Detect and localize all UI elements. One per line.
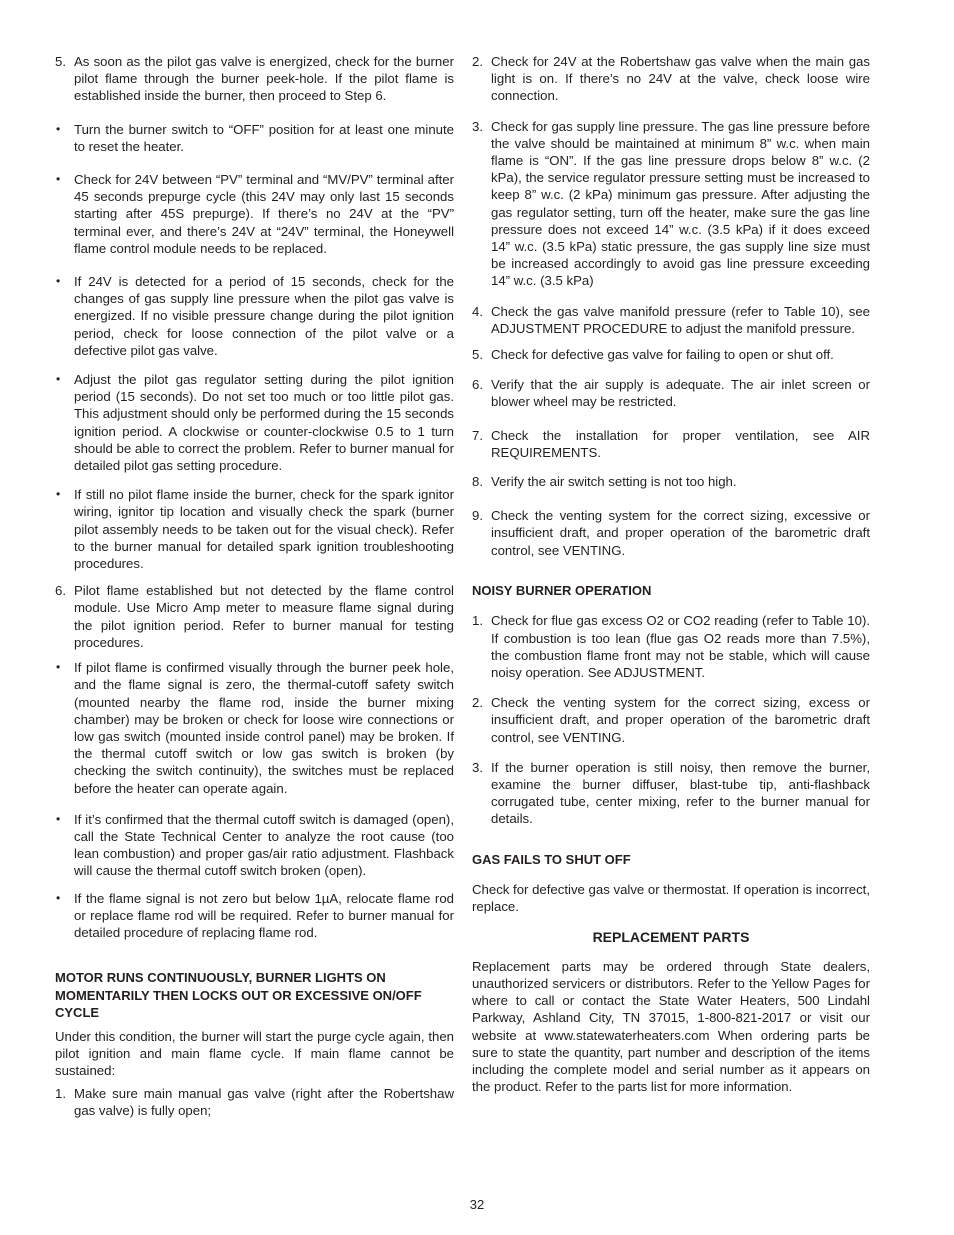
bullet-item	[55, 811, 454, 880]
bullet-icon: •	[56, 811, 61, 826]
bullet-item	[55, 659, 454, 797]
bullet-item	[55, 121, 454, 155]
bullet-text: If the flame signal is not zero but below 1µA, relocate flame rod or replace flame rod will be required. Refer to burner manual for detailed procedure of replacing flame rod.	[74, 890, 454, 940]
bullet-item	[55, 273, 454, 359]
step-text: Check for gas supply line pressure. The gas line pressure before the valve should be maintained at minimum 8” w.c. when main flame is “ON”. If the gas line pressure drops below 8” w.c. (2 kPa), the service regulator pressure setting must be increased to keep 8” w.c. (2 kPa) minimum gas pressure. After adjusting the gas regulator setting, turn off the heater, make sure the gas line pressure does not exceed 14” w.c. (3.5 kPa) if it does exceed 14” w.c. (3.5 kPa) static pressure, the gas supply line size must be increased accordingly to avoid gas line pressure exceeding 14” w.c. (3.5 kPa)	[491, 118, 870, 289]
page-number: 32	[469, 1197, 485, 1212]
step-number: 2.	[472, 54, 483, 69]
step-number: 1.	[55, 1086, 66, 1102]
bullet-icon: •	[56, 660, 61, 675]
step-number: 3.	[472, 118, 483, 134]
bullet-text: If it’s confirmed that the thermal cutoff switch is damaged (open), call the State Technical Center to analyze the root cause (too lean combustion) and proper gas/air ratio adjustment. Flashback will cause the thermal cutoff switch broken (open).	[74, 811, 454, 879]
bullet-icon: •	[56, 274, 61, 289]
motor-step	[472, 118, 870, 290]
step-text: Check for flue gas excess O2 or CO2 reading (refer to Table 10). If combustion is too lean (flue gas O2 reads more than 7.5%), the combustion flame front may not be stable, which will cause noisy operation. See ADJUSTMENT.	[491, 613, 870, 680]
bullet-icon: •	[56, 172, 61, 187]
step-text: Check the installation for proper ventilation, see AIR REQUIREMENTS.	[491, 427, 870, 460]
replacement-parts-title: REPLACEMENT PARTS	[592, 928, 750, 945]
step-6	[55, 582, 454, 651]
left-column	[55, 53, 454, 1120]
step-number: 6.	[55, 583, 66, 599]
step-text: As soon as the pilot gas valve is energized, check for the burner pilot flame through the burner peek-hole. If the pilot flame is established inside the burner, then proceed to Step 6.	[74, 54, 454, 104]
noisy-step	[472, 694, 870, 746]
step-text: Check the venting system for the correct sizing, excessive or insufficient draft, and proper operation of the barometric draft control, see VENTING.	[491, 508, 870, 558]
bullet-icon: •	[56, 487, 61, 502]
bullet-text: Turn the burner switch to “OFF” position for at least one minute to reset the heater.	[74, 121, 454, 154]
motor-step	[472, 427, 870, 461]
motor-runs-heading: MOTOR RUNS CONTINUOUSLY, BURNER LIGHTS ON MOMENTARILY THEN LOCKS OUT OR EXCESSIVE ON/OFF CYCLE	[55, 970, 422, 1021]
motor-step	[472, 346, 870, 363]
bullet-text: Check for 24V between “PV” terminal and “MV/PV” terminal after 45 seconds prepurge cycle (this 24V may only last 15 seconds starting after 45S prepurge). If there’s no 24V at the “PV” terminal ever, and there’s 24V at “24V” terminal, the Honeywell flame control module needs to be replaced.	[74, 172, 454, 256]
motor-step	[472, 303, 870, 337]
step-5	[55, 53, 454, 105]
noisy-burner-heading: NOISY BURNER OPERATION	[472, 582, 652, 598]
bullet-icon: •	[56, 372, 61, 387]
bullet-icon: •	[56, 890, 61, 905]
step-text: Pilot flame established but not detected by the flame control module. Use Micro Amp meter to measure flame signal during the pilot ignition period. Refer to burner manual for testing procedures.	[74, 583, 454, 650]
bullet-item	[55, 890, 454, 942]
step-text: Verify the air switch setting is not too high.	[491, 474, 737, 490]
step-number: 8.	[472, 474, 483, 490]
motor-runs-intro: Under this condition, the burner will start the purge cycle again, then pilot ignition and main flame cycle. If main flame cannot be sustained:	[55, 1028, 454, 1079]
step-text: Check for defective gas valve for failing to open or shut off.	[491, 347, 834, 363]
replacement-parts-text: Replacement parts may be ordered through State dealers, unauthorized servicers or distributors. Refer to the Yellow Pages for where to call or contact the State Water Heaters, 500 Lindahl Parkway, Ashland City, TN 37015, 1-800-821-2017 or visit our website at www.statewaterheaters.com When ordering parts be sure to state the quantity, part number and description of the items including the complete model and serial number as it appears on the product. Refer to the parts list for more information.	[472, 958, 870, 1095]
step-number: 7.	[472, 427, 483, 443]
motor-step-1	[55, 1085, 454, 1119]
step-number: 5.	[55, 54, 66, 69]
step-number: 9.	[472, 508, 483, 524]
bullet-text: If still no pilot flame inside the burner, check for the spark ignitor wiring, ignitor tip location and visually check the spark (burner pilot assembly needs to be taken out for the visual check). Refer to the burner manual for detailed spark ignition troubleshooting procedures.	[74, 487, 454, 572]
step-text: Check for 24V at the Robertshaw gas valve when the main gas light is on. If there’s no 24V at the valve, check loose wire connection.	[491, 54, 870, 104]
step-number: 2.	[472, 695, 483, 711]
step-text: Make sure main manual gas valve (right after the Robertshaw gas valve) is fully open;	[74, 1086, 454, 1119]
motor-step	[472, 507, 870, 559]
noisy-step	[472, 759, 870, 828]
bullet-icon: •	[56, 121, 61, 136]
bullet-text: Adjust the pilot gas regulator setting during the pilot ignition period (15 seconds). Do not set too much or too little pilot gas. This adjustment should only be performed during the 15 seconds ignition period. A clockwise or counter-clockwise 0.5 to 1 turn should be able to correct the problem. Refer to burner manual for detailed pilot gas setting procedure.	[74, 372, 454, 474]
step-number: 6.	[472, 377, 483, 393]
step-number: 1.	[472, 613, 483, 629]
motor-step	[472, 53, 870, 105]
bullet-item	[55, 371, 454, 474]
gas-fails-text: Check for defective gas valve or thermostat. If operation is incorrect, replace.	[472, 882, 871, 915]
step-number: 4.	[472, 303, 483, 319]
step-text: Check the venting system for the correct sizing, excess or insufficient draft, and proper operation of the barometric draft control, see VENTING.	[491, 695, 870, 745]
motor-step	[472, 473, 870, 490]
step-text: Verify that the air supply is adequate. The air inlet screen or blower wheel may be restricted.	[491, 377, 870, 410]
step-number: 5.	[472, 347, 483, 363]
motor-step	[472, 376, 870, 410]
step-number: 3.	[472, 759, 483, 775]
right-column	[472, 53, 870, 1095]
bullet-text: If pilot flame is confirmed visually through the burner peek hole, and the flame signal is zero, the thermal-cutoff safety switch (mounted nearby the flame rod, inside the burner mixing chamber) may be broken or check for loose wire connections or low gas switch (mounted inside control panel) may be broken. If the thermal cutoff switch or low gas switch is broken (by checking the switch continuity), the switches must be replaced before the heater can operate again.	[74, 660, 454, 796]
bullet-item	[55, 171, 454, 257]
bullet-text: If 24V is detected for a period of 15 seconds, check for the changes of gas supply line pressure when the pilot gas valve is energized. If no visible pressure change during the pilot ignition period, check for loose connection of the pilot valve or a defective pilot gas valve.	[74, 274, 454, 358]
step-text: Check the gas valve manifold pressure (refer to Table 10), see ADJUSTMENT PROCEDURE to adjust the manifold pressure.	[491, 303, 870, 336]
bullet-item	[55, 486, 454, 572]
step-text: If the burner operation is still noisy, then remove the burner, examine the burner diffuser, blast-tube tip, anti-flashback corrugated tube, center mixing, refer to the burner manual for details.	[491, 759, 870, 827]
noisy-step	[472, 612, 870, 681]
gas-fails-heading: GAS FAILS TO SHUT OFF	[472, 851, 631, 867]
